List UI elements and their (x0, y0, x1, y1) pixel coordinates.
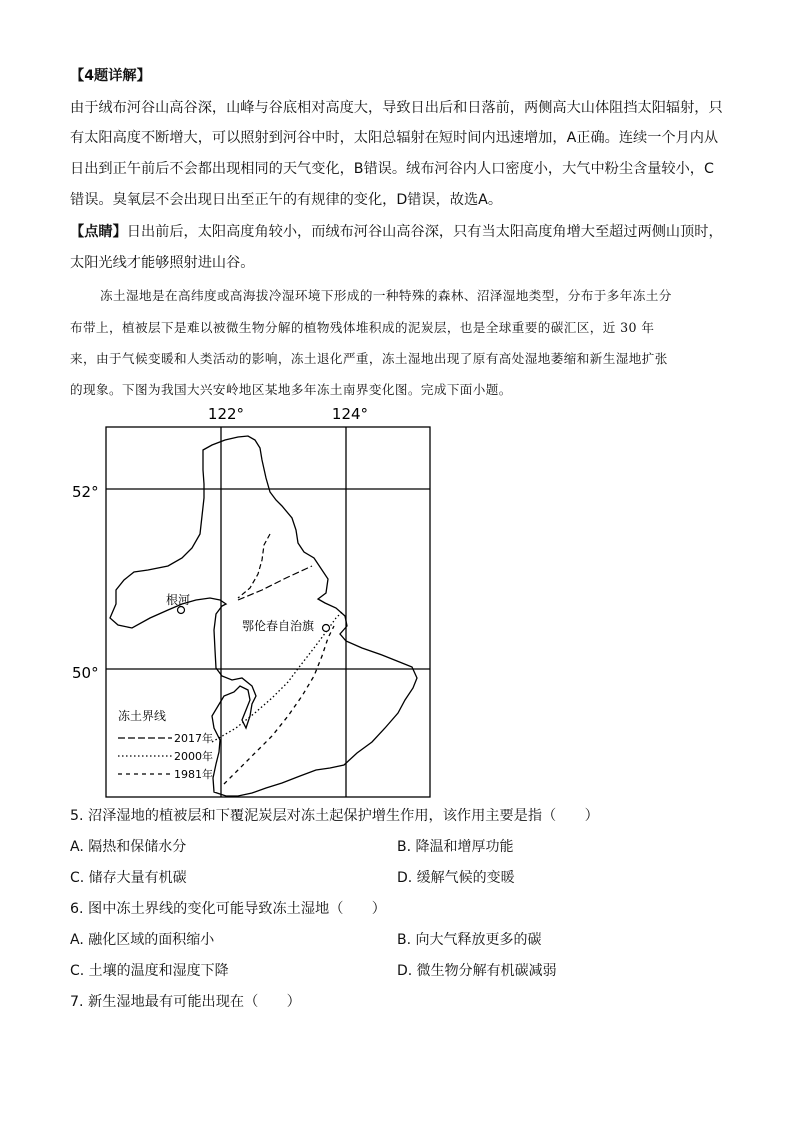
question-5-stem: 5. 沼泽湿地的植被层和下覆泥炭层对冻土起保护增生作用，该作用主要是指（ ） (70, 808, 599, 824)
q6-option-d[interactable]: D. 微生物分解有机碳减弱 (397, 963, 557, 979)
genhe-marker (178, 607, 185, 614)
lon-label-124: 124° (331, 405, 369, 423)
q6-option-c[interactable]: C. 土壤的温度和湿度下降 (70, 963, 229, 979)
tip-line (70, 222, 723, 242)
q6-option-a[interactable]: A. 融化区域的面积缩小 (70, 932, 215, 948)
legend-1981-label: 1981年 (174, 768, 213, 781)
answer-heading: 【4题详解】 (70, 68, 151, 84)
legend-title: 冻土界线 (118, 709, 167, 723)
answer-line: 由于绒布河谷山高谷深，山峰与谷底相对高度大，导致日出后和日落前，两侧高大山体阻挡太阳辐射，只 (70, 100, 723, 116)
passage-line: 来，由于气候变暖和人类活动的影响，冻土退化严重，冻土湿地出现了原有高处湿地萎缩和新生湿地扩张 (70, 351, 668, 366)
answer-line: 有太阳高度不断增大，可以照射到河谷中时，太阳总辐射在短时间内迅速增加，A正确。连续一个月内从 (70, 130, 719, 146)
tip-text: 日出前后，太阳高度角较小，而绒布河谷山高谷深，只有当太阳高度角增大至超过两侧山顶时， (126, 224, 723, 240)
question-6-stem: 6. 图中冻土界线的变化可能导致冻土湿地（ ） (70, 901, 386, 917)
q5-option-c[interactable]: C. 储存大量有机碳 (70, 870, 187, 886)
passage-line: 冻土湿地是在高纬度或高海拔冷湿环境下形成的一种特殊的森林、沼泽湿地类型，分布于多年冻土分 (100, 288, 672, 303)
region-outline (110, 436, 417, 796)
place-elunchun: 鄂伦春自治旗 (242, 619, 315, 633)
answer-line: 日出到正午前后不会都出现相同的天气变化，B错误。绒布河谷内人口密度小，大气中粉尘含量较小，C (70, 161, 714, 177)
map-frame (106, 427, 430, 797)
tip-line: 太阳光线才能够照射进山谷。 (70, 255, 255, 271)
tip-label: 【点睛】 (70, 224, 127, 240)
legend-2017-label: 2017年 (174, 732, 213, 745)
q6-option-b[interactable]: B. 向大气释放更多的碳 (397, 932, 542, 948)
legend-2000-label: 2000年 (174, 750, 213, 763)
boundary-2017-line-east (238, 566, 312, 600)
question-7-stem: 7. 新生湿地最有可能出现在（ ） (70, 994, 301, 1010)
q5-option-b[interactable]: B. 降温和增厚功能 (397, 839, 514, 855)
q5-option-a[interactable]: A. 隔热和保储水分 (70, 839, 187, 855)
q5-option-d[interactable]: D. 缓解气候的变暖 (397, 870, 515, 886)
permafrost-boundary-map (60, 398, 440, 800)
boundary-1981-line (224, 626, 334, 784)
passage-line: 布带上，植被层下是难以被微生物分解的植物残体堆积成的泥炭层，也是全球重要的碳汇区，近 30 年 (70, 320, 655, 335)
lat-label-52: 52° (72, 483, 99, 501)
elunchun-marker (323, 625, 330, 632)
lon-label-122: 122° (207, 405, 245, 423)
answer-line: 错误。臭氧层不会出现日出至正午的有规律的变化，D错误，故选A。 (70, 192, 503, 208)
place-genhe: 根河 (166, 593, 191, 607)
lat-label-50: 50° (72, 664, 99, 682)
passage-line: 的现象。下图为我国大兴安岭地区某地多年冻土南界变化图。完成下面小题。 (70, 382, 512, 397)
boundary-2017-line (238, 534, 270, 598)
